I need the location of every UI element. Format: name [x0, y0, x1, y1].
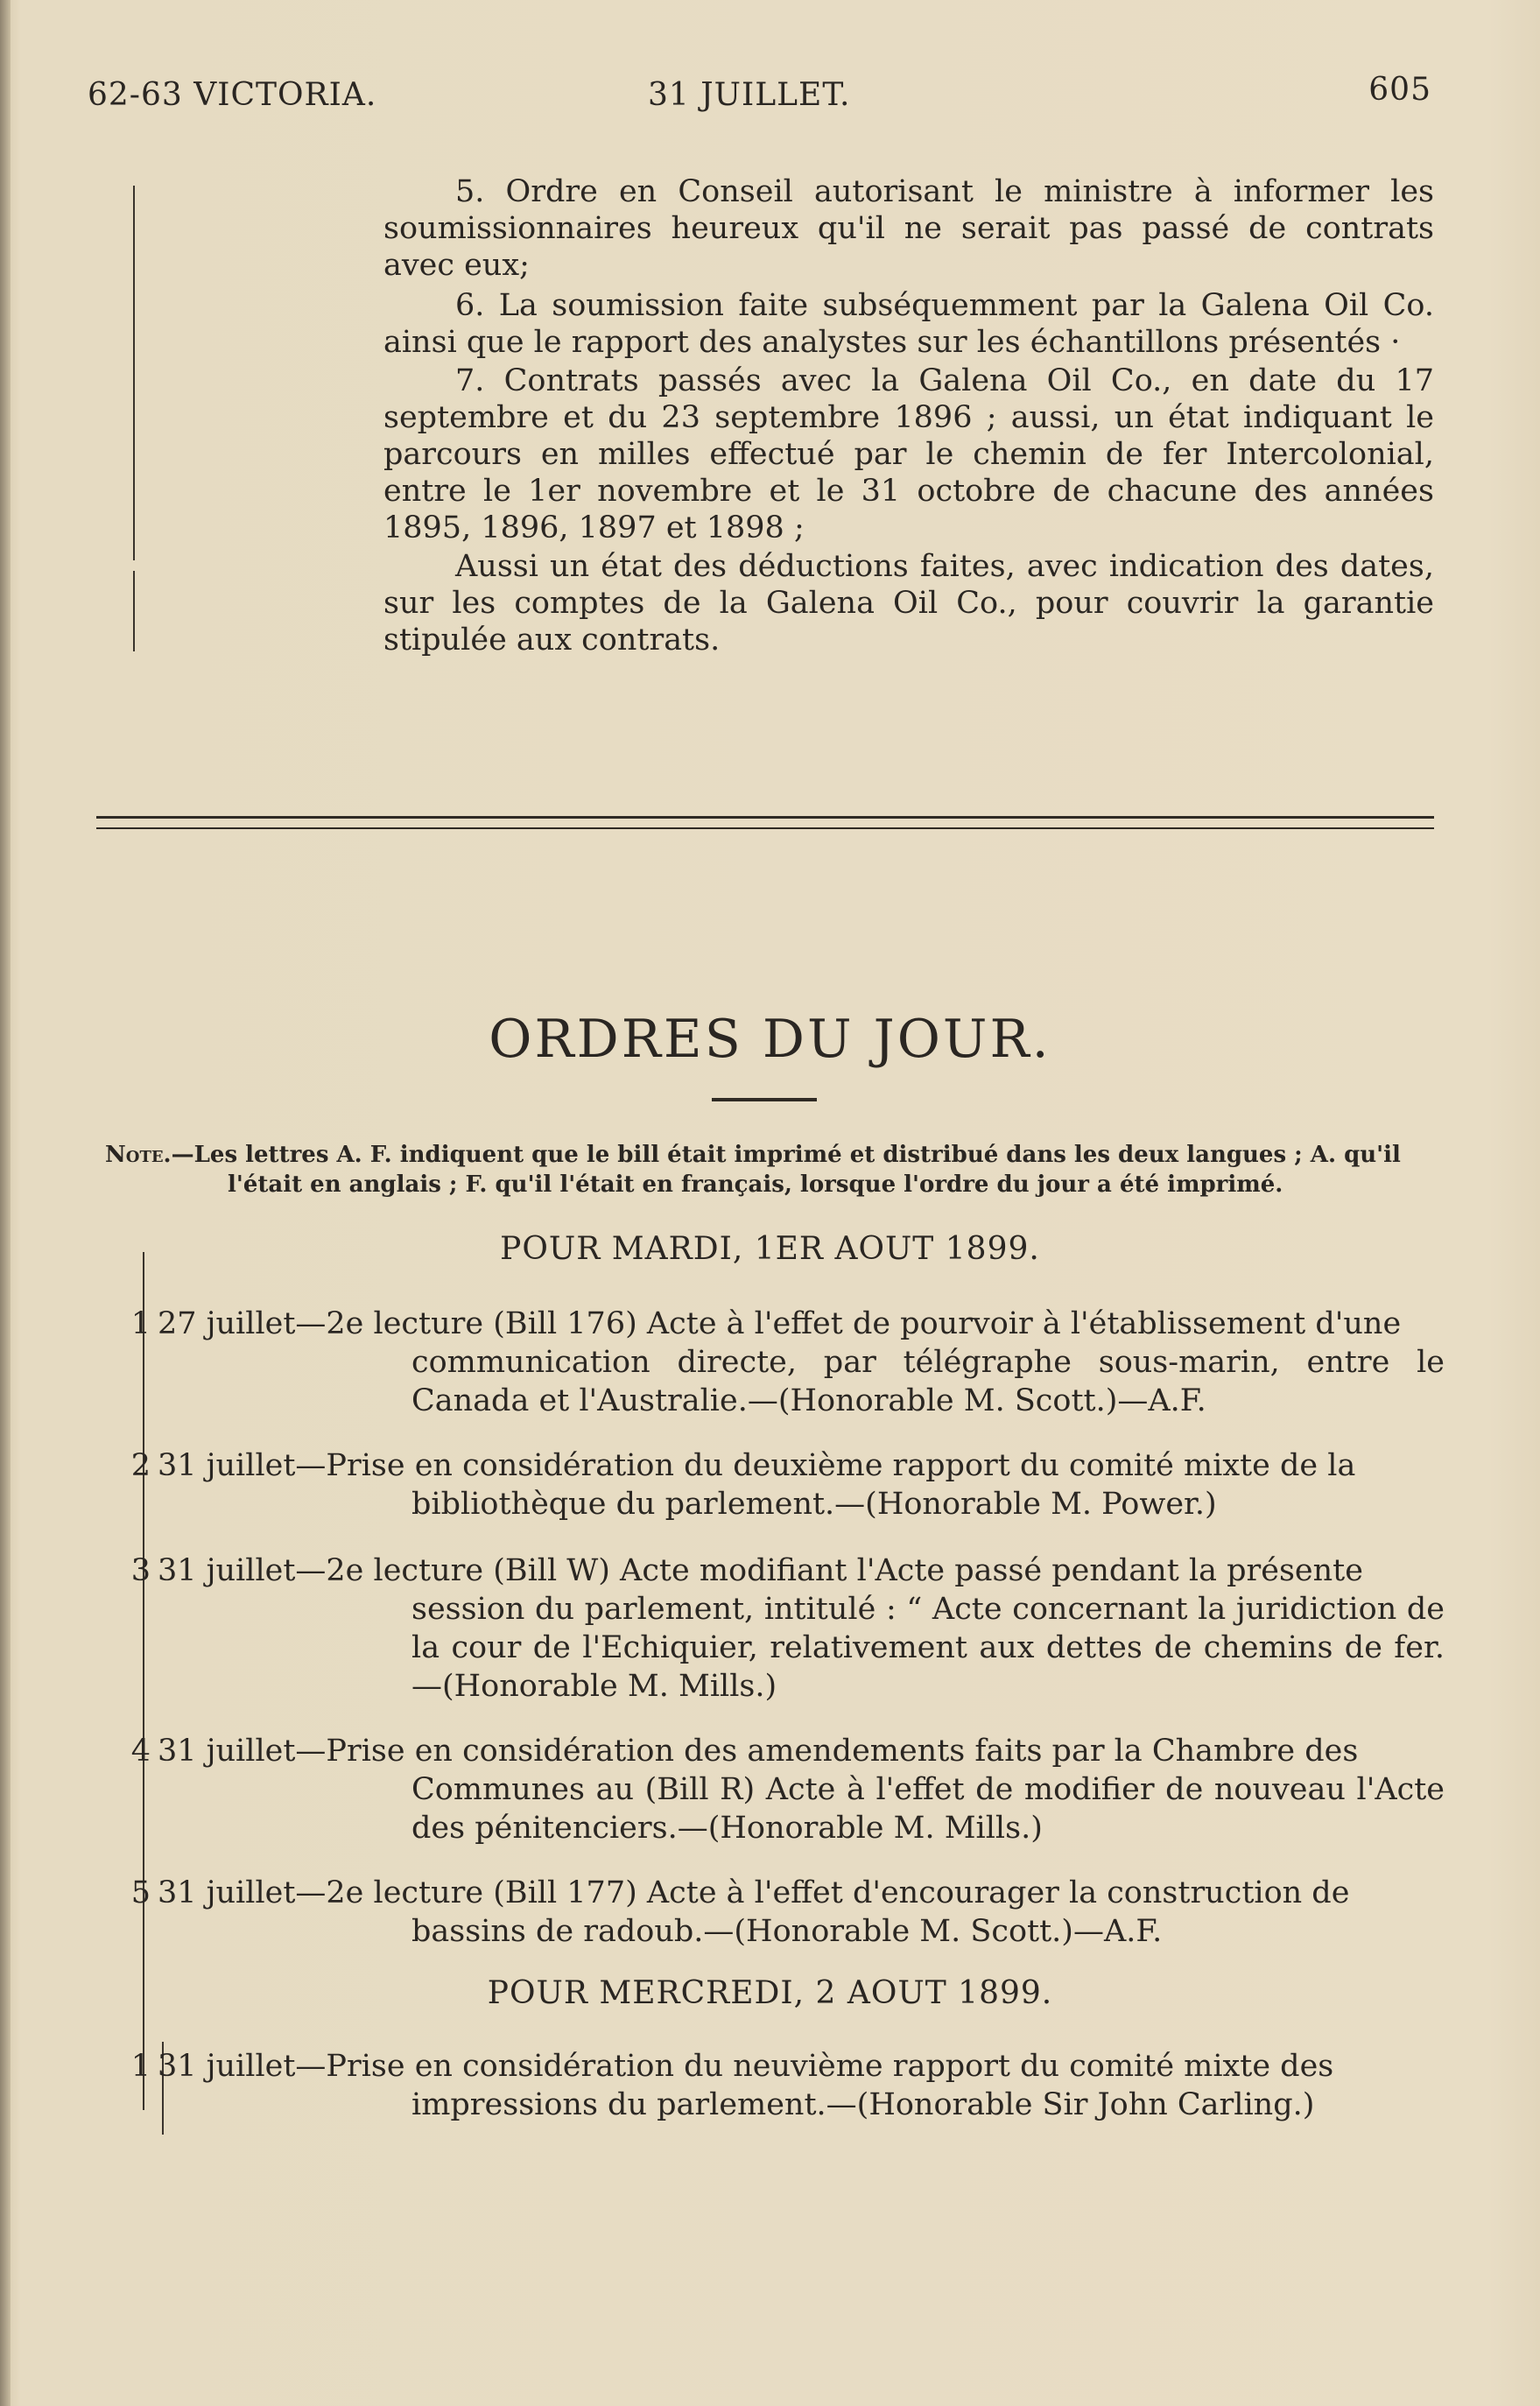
order-text-continued: session du parlement, intitulé : “ Acte concernant la juridiction de la cour de l'Echiquier, relativement aux dettes de chemins de fer.—(Honorable M. Mills.)	[411, 1592, 1445, 1704]
order-text-continued: Communes au (Bill R) Acte à l'effet de modifier de nouveau l'Acte des pénitenciers.—(Honorable M. Mills.)	[411, 1772, 1445, 1846]
page-number: 605	[1368, 72, 1431, 108]
order-number: 1	[130, 2049, 151, 2084]
margin-rule	[133, 571, 135, 651]
order-number: 3	[130, 1553, 151, 1588]
order-number: 5	[130, 1875, 151, 1910]
documents-list	[383, 173, 1434, 658]
order-number: 4	[130, 1734, 151, 1769]
order-text-continued: impressions du parlement.—(Honorable Sir John Carling.)	[411, 2087, 1315, 2122]
order-text: 31 juillet—Prise en considération du neuvième rapport du comité mixte des	[158, 2049, 1334, 2084]
header-volume: 62-63 VICTORIA.	[88, 77, 377, 113]
order-text: 27 juillet—2e lecture (Bill 176) Acte à l'effet de pourvoir à l'établissement d'une	[158, 1306, 1402, 1341]
order-text: 31 juillet—2e lecture (Bill 177) Acte à l'effet d'encourager la construction de	[158, 1875, 1350, 1910]
day-heading: POUR MARDI, 1ER AOUT 1899.	[500, 1231, 1040, 1267]
margin-rule	[133, 186, 135, 560]
note-line-2: l'était en anglais ; F. qu'il l'était en français, lorsque l'ordre du jour a été imprimé.	[228, 1171, 1283, 1198]
section-title: ORDRES DU JOUR.	[489, 1009, 1051, 1070]
section-divider	[96, 816, 1434, 829]
document-item: 6. La soumission faite subséquemment par la Galena Oil Co. ainsi que le rapport des analystes sur les échantillons présentés ·	[383, 288, 1434, 360]
binding-edge	[0, 0, 11, 2406]
note	[105, 1140, 1436, 1199]
document-item: 7. Contrats passés avec la Galena Oil Co., en date du 17 septembre et du 23 septembre 1896 ; aussi, un état indiquant le parcours en milles effectué par le chemin de fer Intercolonial, entre le 1er novembre et le 31 octobre de chacune des années 1895, 1896, 1897 et 1898 ;	[383, 363, 1434, 545]
note-line-1: —Les lettres A. F. indiquent que le bill était imprimé et distribué dans les deux langues ; A. qu'il	[171, 1142, 1401, 1168]
order-text: 31 juillet—2e lecture (Bill W) Acte modifiant l'Acte passé pendant la présente	[158, 1553, 1363, 1588]
order-number: 1	[130, 1306, 151, 1341]
order-text: 31 juillet—Prise en considération des amendements faits par la Chambre des	[158, 1734, 1359, 1769]
header-date: 31 JUILLET.	[648, 77, 851, 113]
order-text-continued: bassins de radoub.—(Honorable M. Scott.)—A.F.	[411, 1914, 1163, 1949]
order-text-continued: communication directe, par télégraphe sous-marin, entre le Canada et l'Australie.—(Honorable M. Scott.)—A.F.	[411, 1345, 1445, 1418]
title-underline	[712, 1098, 817, 1101]
document-item: Aussi un état des déductions faites, avec indication des dates, sur les comptes de la Galena Oil Co., pour couvrir la garantie stipulée aux contrats.	[383, 549, 1434, 658]
document-item: 5. Ordre en Conseil autorisant le ministre à informer les soumissionnaires heureux qu'il ne serait pas passé de contrats avec eux;	[383, 174, 1434, 283]
day-heading: POUR MERCREDI, 2 AOUT 1899.	[487, 1975, 1053, 2011]
note-label: Note.	[105, 1142, 172, 1168]
order-text: 31 juillet—Prise en considération du deuxième rapport du comité mixte de la	[158, 1448, 1356, 1483]
running-header	[88, 72, 1431, 130]
order-number: 2	[130, 1448, 151, 1483]
order-text-continued: bibliothèque du parlement.—(Honorable M. Power.)	[411, 1487, 1217, 1522]
